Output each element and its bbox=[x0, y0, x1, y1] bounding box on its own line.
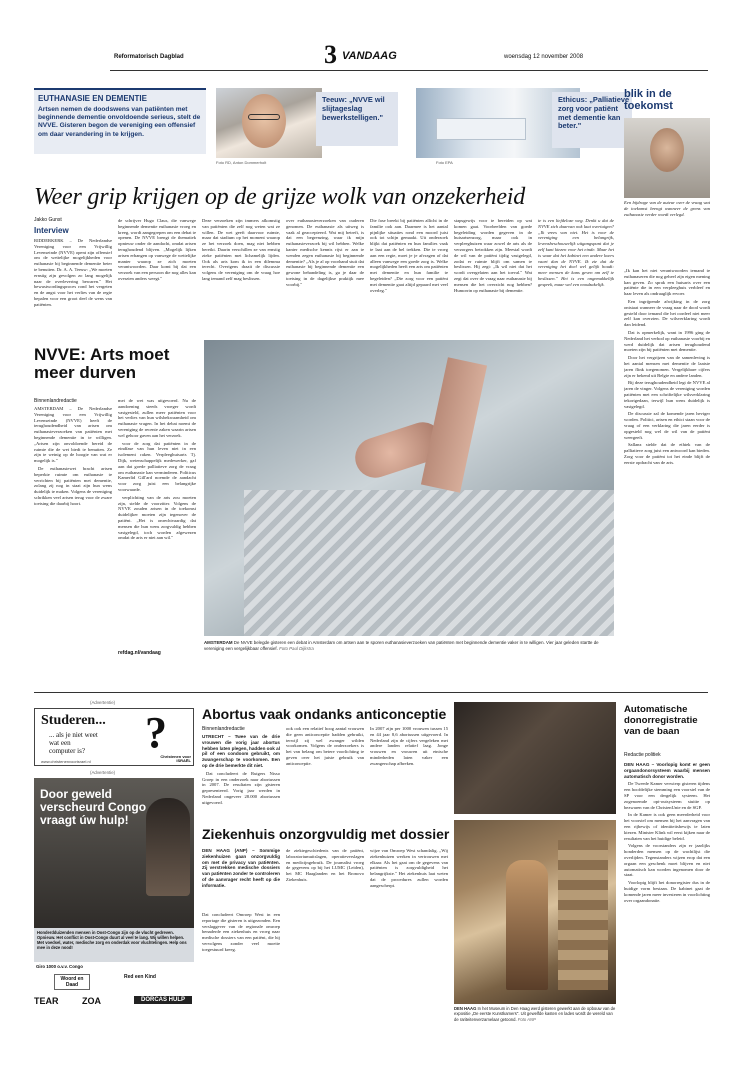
abortus-paragraph: Dat concludeert de Rutgers Nisso Groep in een onderzoek naar abortussen in 2007. De resultaten zijn gisteren gepresenteerd. Vorig jaar werden in Nederland ongeveer 28.000 abortussen uitgevoerd. bbox=[202, 770, 280, 805]
teaser-1: Teeuw: „NVVE wil slijtageslag bewerkstelligen." bbox=[322, 95, 385, 122]
main-byline-type: Interview bbox=[34, 226, 69, 235]
nvve-paragraph: AMSTERDAM – De Nederlandse Vereniging voor een Vrijwillig Levenseinde (NVVE) heeft de terughoudendheid van artsen om euthanasieverzoeken van patiënten met beginnende dementie in te willigen. „Artsen zijn onvoldoende bereid de ruimte die de wet biedt te benutten. Ze zijn te weinig op de hoogte van wat er mogelijk is." bbox=[34, 406, 112, 464]
teaser-2: Ethicus: „Palliatieve zorg voor patiënt met dementie kan beter." bbox=[558, 95, 630, 131]
nvve-column-2 bbox=[118, 398, 196, 650]
ad-studeren[interactable] bbox=[34, 708, 194, 766]
ad-studeren-line-1: ... als je niet weet bbox=[49, 731, 98, 739]
donor-byline: Redactie politiek bbox=[624, 752, 661, 758]
bed-photo-detail bbox=[436, 118, 526, 140]
masthead bbox=[34, 40, 708, 69]
museum-photo-figure bbox=[506, 860, 548, 990]
logo-zoa: ZOA bbox=[82, 996, 101, 1006]
abortus-headline: Abortus vaak ondanks anticonceptie bbox=[202, 706, 447, 722]
nvve-web-link[interactable]: refdag.nl/vandaag bbox=[118, 650, 161, 656]
portrait-photo-teeuw bbox=[216, 88, 322, 158]
ad-congo-body-box bbox=[34, 928, 194, 962]
masthead-rule bbox=[110, 70, 708, 71]
ad-studeren-line-2: wat een bbox=[49, 739, 71, 747]
ad-congo-headline: Door geweld verscheurd Congo vraagt úw hulp! bbox=[40, 787, 147, 827]
sidebar-kicker: blik in de toekomst bbox=[624, 88, 673, 112]
museum-caption bbox=[454, 1006, 616, 1022]
ad-studeren-title: Studeren... bbox=[41, 713, 106, 728]
banner-summary: Artsen nemen de doodswens van patiënten met beginnende dementie onvoldoende serieus, stelt de NVVE. Gisteren begon de vereniging een offensief om daar verandering in te krijgen. bbox=[38, 106, 201, 138]
sidebar-paragraph: Door het vergrijzen van de samenleving is het aantal mensen met dementie de laatste jaren flink toegenomen. Vergelijkbare cijfers zijn er bekend uit Belgie en andere landen. bbox=[624, 355, 710, 378]
logo-red-een-kind: Red een Kind bbox=[124, 974, 156, 980]
photo-credit-2: Foto EPA bbox=[436, 160, 453, 165]
page-divider bbox=[34, 692, 708, 693]
museum-caption-credit: Foto ANP bbox=[517, 1016, 536, 1022]
sidebar-paragraph: De discussie zal de komende jaren heviger worden. Politici, artsen en ethici staan voor de vraag of een verklaring die jaren eerder is opgesteld nog wel de wil van de patiënt weergeeft. bbox=[624, 411, 710, 440]
nvve-headline: NVVE: Arts moet meer durven bbox=[34, 345, 170, 382]
ad-studeren-line-3: computer is? bbox=[49, 747, 85, 755]
donor-paragraph: Volgens de voorstanders zijn er jaarlijks honderden mensen op de wachtlijst die overlijden. Tegenstanders wijzen erop dat een orgaan een geschenk moet blijven en niet automatisch kan worden ingenomen door de staat. bbox=[624, 843, 710, 878]
sidebar-paragraph: Dat is opmerkelijk, want in 1996 ging de Nederland het verbod op euthanasie voorbij en werd duidelijk dat artsen terughoudend moeten zijn bij patiënten met dementie. bbox=[624, 329, 710, 353]
abortus-column-1 bbox=[202, 734, 280, 814]
logo-dorcas: DORCAS HULP bbox=[134, 996, 192, 1004]
main-column-7: te is een liefdeloze weg. Denkt u dat de NVVE zich daarvan ook laat overtuigen? „Ik vrees van niet. Het is voor de vereniging een belangrijk, levensbeschouwelijk uitgangspunt dat je zelf kunt kiezen voor het einde. Maar het is waar dat het kabinet een andere koers vaart dan de NVVE. Ik zie dat de vereniging het doel wel gelijk houdt: meer mensen de kans geven om zelf te beslissen." Het is een ongemakkelijk gesprek, maar wel een noodzakelijk. bbox=[538, 218, 614, 287]
ad-label-2: (Advertentie) bbox=[90, 770, 116, 775]
main-column-4: over euthanasieverzoeken van ouderen genomen. De euthanasie als uitweg is vaak al geaccepteerd. Wat mij betreft, is dat een begrenzing, waar ik mijn euthanasieverzoek bij wil hebben. Welke kanter medische kennis rijst er aan te wenden zegen euthanasie bij beginnende dementie? „Als je al op voorhand stuit dat euthanasie bij beginnende dementie een gewone behandeling is, ga je daar de toetsing in de dagelijkse praktijk mee voorbij." bbox=[286, 218, 364, 287]
ad-logos bbox=[34, 974, 194, 1024]
main-column-2: de schrijver Hugo Claus, die vanwege beginnende dementie euthanasie vroeg en kreeg, wordt aangegrepen om een debat te openen. De NVVE brengt de thematiek opnieuw onder de aandacht, omdat artsen terughoudend blijven. „Mogelijk lijken artsen erbangen op vanwege de wettelijke manier waarop ze zich moeten verantwoorden. Daar komt bij dat een verzoek van een persoon die nog alles kan overzien anders weegt." bbox=[118, 218, 196, 281]
nvve-paragraph: De euthanasiewet bracht artsen beperkte ruimte om euthanasie te verrichten bij patiënten met dementie, zolang zij nog in staat zijn hun wens duidelijk te maken. Volgens de vereniging schrikken veel artsen terug voor de zware toetsing die daarbij hoort. bbox=[34, 465, 112, 506]
nvve-paragraph: verplichting van de arts zou moeten zijn, stelde de voorzitter. Volgens de NVVE zouden artsen in de toekomst duidelijker moeten zijn tegenover de patiënt. „Het is onrechtvaardig dat mensen die hun wens zorgvuldig hebben vastgelegd, toch worden afgewezen omdat de arts er niet aan wil." bbox=[118, 494, 196, 541]
donor-body bbox=[624, 762, 710, 1024]
sidebar-paragraph: Een ingrijpende afwijking in de zorg ontstaat wanneer de vraag naar de dood wordt gesteld door iemand die het oordeel niet meer zelf kan overzien. De wilsverklaring wordt dan leidend. bbox=[624, 298, 710, 328]
sidebar-portrait bbox=[624, 118, 710, 198]
main-headline: Weer grip krijgen op de grijze wolk van onzekerheid bbox=[34, 184, 526, 210]
sidebar-column bbox=[624, 88, 712, 692]
main-column-6: stapsgewijs voor te bereiden op wat komen gaat. Voorbeelden van goede begeleiding worden gegeven in de huisartsenzorg, maar ook in verpleeghuizen waar zowel de arts als de verzorgers betrokken zijn. Meestal wordt de wil van de patiënt tijdig vastgelegd, zodat er ruimte blijft om samen te beslissen. Hij zegt: „Ik wil niet dat het wordt overgelaten aan het toeval." Wat zegt dat over de vraag naar euthanasie bij mensen die het overzicht nog hebben? Humorrin op euthanasie bij dementie. bbox=[454, 218, 532, 293]
museum-caption-place: DEN HAAG bbox=[454, 1006, 477, 1011]
donor-paragraph: DEN HAAG – Voorlopig komt er geen orgaandonorsysteem waarbij mensen automatisch donor worden. bbox=[624, 762, 710, 779]
abortus-paragraph: UTRECHT – Twee van de drie vrouwen die vorig jaar abortus hebben laten plegen, hadden ook al pil of een condoom gebruikt, om zwangerschap te voorkomen. Een op de drie bemerkte dit niet. bbox=[202, 734, 280, 768]
ad-congo[interactable] bbox=[34, 778, 194, 928]
photo-blanket bbox=[244, 490, 614, 636]
question-mark-icon: ? bbox=[145, 708, 167, 757]
abortus-byline: Binnenlandredactie bbox=[202, 726, 245, 732]
ziekenhuis-column-3: wijze van Omroep West schandalig. „Wij ziekenhuizen werken in vertrouwen met elkaar. Als het gaat om de gegevens van patiënten is zorgvuldigheid het belangrijkste." Het ziekenhuis laat weten dat de procedures zullen worden aangescherpt. bbox=[370, 848, 448, 888]
section-title: VANDAAG bbox=[342, 50, 397, 62]
debate-photo bbox=[204, 340, 614, 636]
ad-congo-giro: Giro 1000 o.v.v. Congo bbox=[36, 964, 83, 969]
ad-congo-figure bbox=[146, 798, 190, 896]
ad-label-1: (Advertentie) bbox=[90, 700, 116, 705]
page-number: 3 bbox=[324, 40, 337, 69]
sidebar-portrait-head bbox=[650, 128, 684, 172]
main-column-1: RIDDERKERK – De Nederlandse Vereniging voor een Vrijwillig Levenseinde (NVVE) opent zijn offensief om de wettelijke mogelijkheden voor euthanasie bij beginnende dementie beter te benutten. Dr. A. A. Teeuw: „We moeten ernstig zijn gevolgen zo lang mogelijk naar de overlevering bewaren." Het bewustwordingsproces rond het vergeten en de angst voor het verlies van de regie bepalen voor een groot deel de wens van patiënten. bbox=[34, 238, 112, 307]
photo-caption-text: De NVVE belegde gisteren een debat in Amsterdam om artsen aan te sporen euthanasieverzoeken van patiënten met beginnende dementie vaker in te willigen. Vier jaar geleden startte de vereniging een vergelijkbaar offensief. bbox=[204, 640, 599, 651]
ziekenhuis-column-1: DEN HAAG (ANP) – Sommige ziekenhuizen gaan onzorgvuldig om met de privacy van patiënten. Zij verstrekken medische dossiers van patiënten zonder te controleren of de aanvrager recht heeft op die informatie. bbox=[202, 848, 280, 888]
donor-paragraph: Voorlopig blijft het donorregister dus in de huidige vorm bestaan. De kabinet gaat de komende jaren meer investeren in voorlichting over orgaandonatie. bbox=[624, 880, 710, 903]
nvve-paragraph: voor de zorg dat patiënten in de eindfase van hun leven niet in een isolement raken. Verpleeghuisarts Tj. Dijk, wetenschappelijk medewerker, gaf aan dat goede palliatieve zorg de vraag om euthanasie kan verminderen. Politicus Kamerlid Gill'ard noemde de aandacht voor zorg juist een belangrijke voorwaarde. bbox=[118, 440, 196, 492]
photo-credit-1: Foto RD, Anton Dommerholt bbox=[216, 160, 267, 165]
sidebar-paragraph: Bij deze terughoudendheid legt de NVVE al jaren de vinger. Volgens de vereniging worden patiënten met een schriftelijke wilsverklaring tekortgedaan, terwijl hun wens duidelijk is vastgelegd. bbox=[624, 380, 710, 409]
museum-caption-text: In het Museum in Den Haag werd gisteren gewerkt aan de opbouw van de expositie „De eerste Kunstkamers". Uit gewelfde kasten en lades wordt de wereld van de rariteitenverzamelaar getoond. bbox=[454, 1006, 616, 1022]
nvve-column-1 bbox=[34, 406, 112, 656]
abortus-column-3: In 2007 zijn per 1000 vrouwen tussen 15 en 44 jaar 8,6 abortussen uitgevoerd. In Nederland zijn de cijfers vergeleken met andere landen relatief laag. Jonge vrouwen en vrouwen uit etnische minderheden laten vaker een zwangerschap afbreken. bbox=[370, 726, 448, 766]
sidebar-paragraph: „Ik kan het niet verantwoorden iemand te euthanaseren die nog geheel zijn eigen mening kan geven. Zo sprak een huisarts over een patiënte die in een verpleeghuis verbleef en haar leven als ondraaglijk ervoer. bbox=[624, 268, 710, 297]
nvve-byline: Binnenlandredactie bbox=[34, 398, 77, 404]
masthead-paper-name: Reformatorisch Dagblad bbox=[114, 54, 184, 60]
masthead-date: woensdag 12 november 2008 bbox=[504, 54, 584, 60]
abortus-column-2: ook ook een relatief hoog aantal vrouwen die geen anticonceptie hadden gebruikt, terwijl zij wel zwanger wilden voorkomen. Volgens de onderzoekers is het van belang om betere voorlichting te geven over het juiste gebruik van anticonceptie. bbox=[286, 726, 364, 766]
main-column-3: Deze verzoeken zijn immers afkomstig van patiënten die zelf nog weten wat ze willen. De wet geeft daarvoor ruimte, maar dat stadium op het moment waarop ze het verzoek doen, mag niet hebben bereikt. Daarin verschillen ze van ernstig zieke patiënten met lichamelijk lijden. Ook als arts kom ik in een dilemma terecht. Overigens draait de discussie volgens de vereniging om de vraag hoe lang iemand zelf mag beslissen. bbox=[202, 218, 280, 281]
photo-caption-place: AMSTERDAM bbox=[204, 640, 233, 645]
nvve-paragraph: mei de wet was uitgevoerd. Nu de aandoening steeds vroeger wordt vastgesteld, zullen meer patiënten voor het verlies van hun wilsbekwaamheid om euthanasie vragen. In het debat noemt de vereniging de recente zaken waarin artsen wel gehoor gaven aan het verzoek. bbox=[118, 398, 196, 438]
portrait-glasses bbox=[248, 114, 280, 120]
portrait-head bbox=[242, 94, 286, 148]
banner-text-box bbox=[34, 88, 206, 154]
donor-paragraph: De Tweede Kamer verwierp gisteren tijdens een hoofdelijke stemming een voorstel van de SP voor een dergelijk systeem. Het zogenoemde opt-outsysteem stuitte op bezwaren van de ChristenUnie en de SGP. bbox=[624, 781, 710, 810]
ziekenhuis-column-1b: Dat concludeert Omroep West in een reportage die gisteren is uitgezonden. Een verslaggever van de regionale omroep benaderde een ziekenhuis en vroeg naar medische dossiers van een patiënt, die hij vervolgens zonder veel moeite toegestuurd kreeg. bbox=[202, 912, 280, 952]
logo-tear: TEAR bbox=[34, 996, 59, 1006]
sidebar-paragraph: Sallanz stelde dat de ethiek van de palliatieve zorg juist een antwoord kan bieden. Zorg voor de patiënt tot het einde blijft de eerste opdracht van de arts. bbox=[624, 442, 710, 465]
teaser-box-1 bbox=[316, 92, 398, 146]
ziekenhuis-headline: Ziekenhuis onzorgvuldig met dossier bbox=[202, 826, 450, 842]
photo-caption-credit: Foto Paul Dijkstra bbox=[279, 645, 314, 651]
donor-paragraph: In de Kamer is ook geen meerderheid voor het voorstel om mensen bij het aanvragen van een rijbewijs of identiteitsbewijs te laten kiezen. Minister Klink wil eerst kijken naar de resultaten van het huidige beleid. bbox=[624, 812, 710, 841]
top-banner bbox=[34, 88, 630, 168]
ad-studeren-org: Christenen voor ISRAËL bbox=[160, 754, 191, 764]
banner-kicker: EUTHANASIE EN DEMENTIE bbox=[38, 94, 147, 103]
logo-woord-en-daad: Woord en Daad bbox=[54, 974, 90, 990]
teaser-box-2 bbox=[552, 92, 632, 148]
museum-photo bbox=[454, 820, 616, 1004]
abortus-photo bbox=[454, 702, 616, 814]
ziekenhuis-column-2: de ziektegeschiedenis van de patiënt, laboratoriumuitslagen, operatieverslagen en medicijngebruik. De journalist vroeg de gegevens op bij het LUMC (Leiden), het MC Haaglanden en het Bronovo Ziekenhuis. bbox=[286, 848, 364, 882]
ad-congo-body: Honderdduizenden mensen in Oost-Congo zijn op de vlucht gedreven. Opnieuw. Het conflict in Oost-Congo duurt al veel te lang. Wij willen helpen. Met voedsel, water, medische zorg en onderdak voor vluchtelingen. Help ons mee in deze nood! bbox=[37, 930, 187, 950]
ad-studeren-url: www.christenenvoorisrael.nl bbox=[41, 759, 91, 764]
main-byline-author: Jakko Gunst bbox=[34, 217, 62, 223]
photo-caption bbox=[204, 640, 612, 651]
sidebar-intro: Een bijdrage van de auteur over de vraag wat de toekomst brengt wanneer de grens van euthanasie verder wordt verlegd. bbox=[624, 200, 710, 217]
main-column-5: Die fase breekt bij patiënten allicht in de familie ook aan. Daarmee is het aantal pijnlijke situaties rond een moord juist ook tot schijn gemaakt. Uit onderzoek blijkt dat patiënten en hun families vaak te laat aan de bel trekken. Die te vroeg aan een regie, moet je je afvragen of dat alleen vanwege een goede zorg is. Welke mogelijkheden heeft een arts om patiënten met dementie en hun familie te begeleiden? „Die zorg voor een patiënt met dementie gaat altijd gepaard met veel overleg." bbox=[370, 218, 448, 293]
museum-photo-shelf bbox=[558, 840, 608, 990]
donor-headline: Automatische donorregistratie van de baan bbox=[624, 704, 698, 737]
